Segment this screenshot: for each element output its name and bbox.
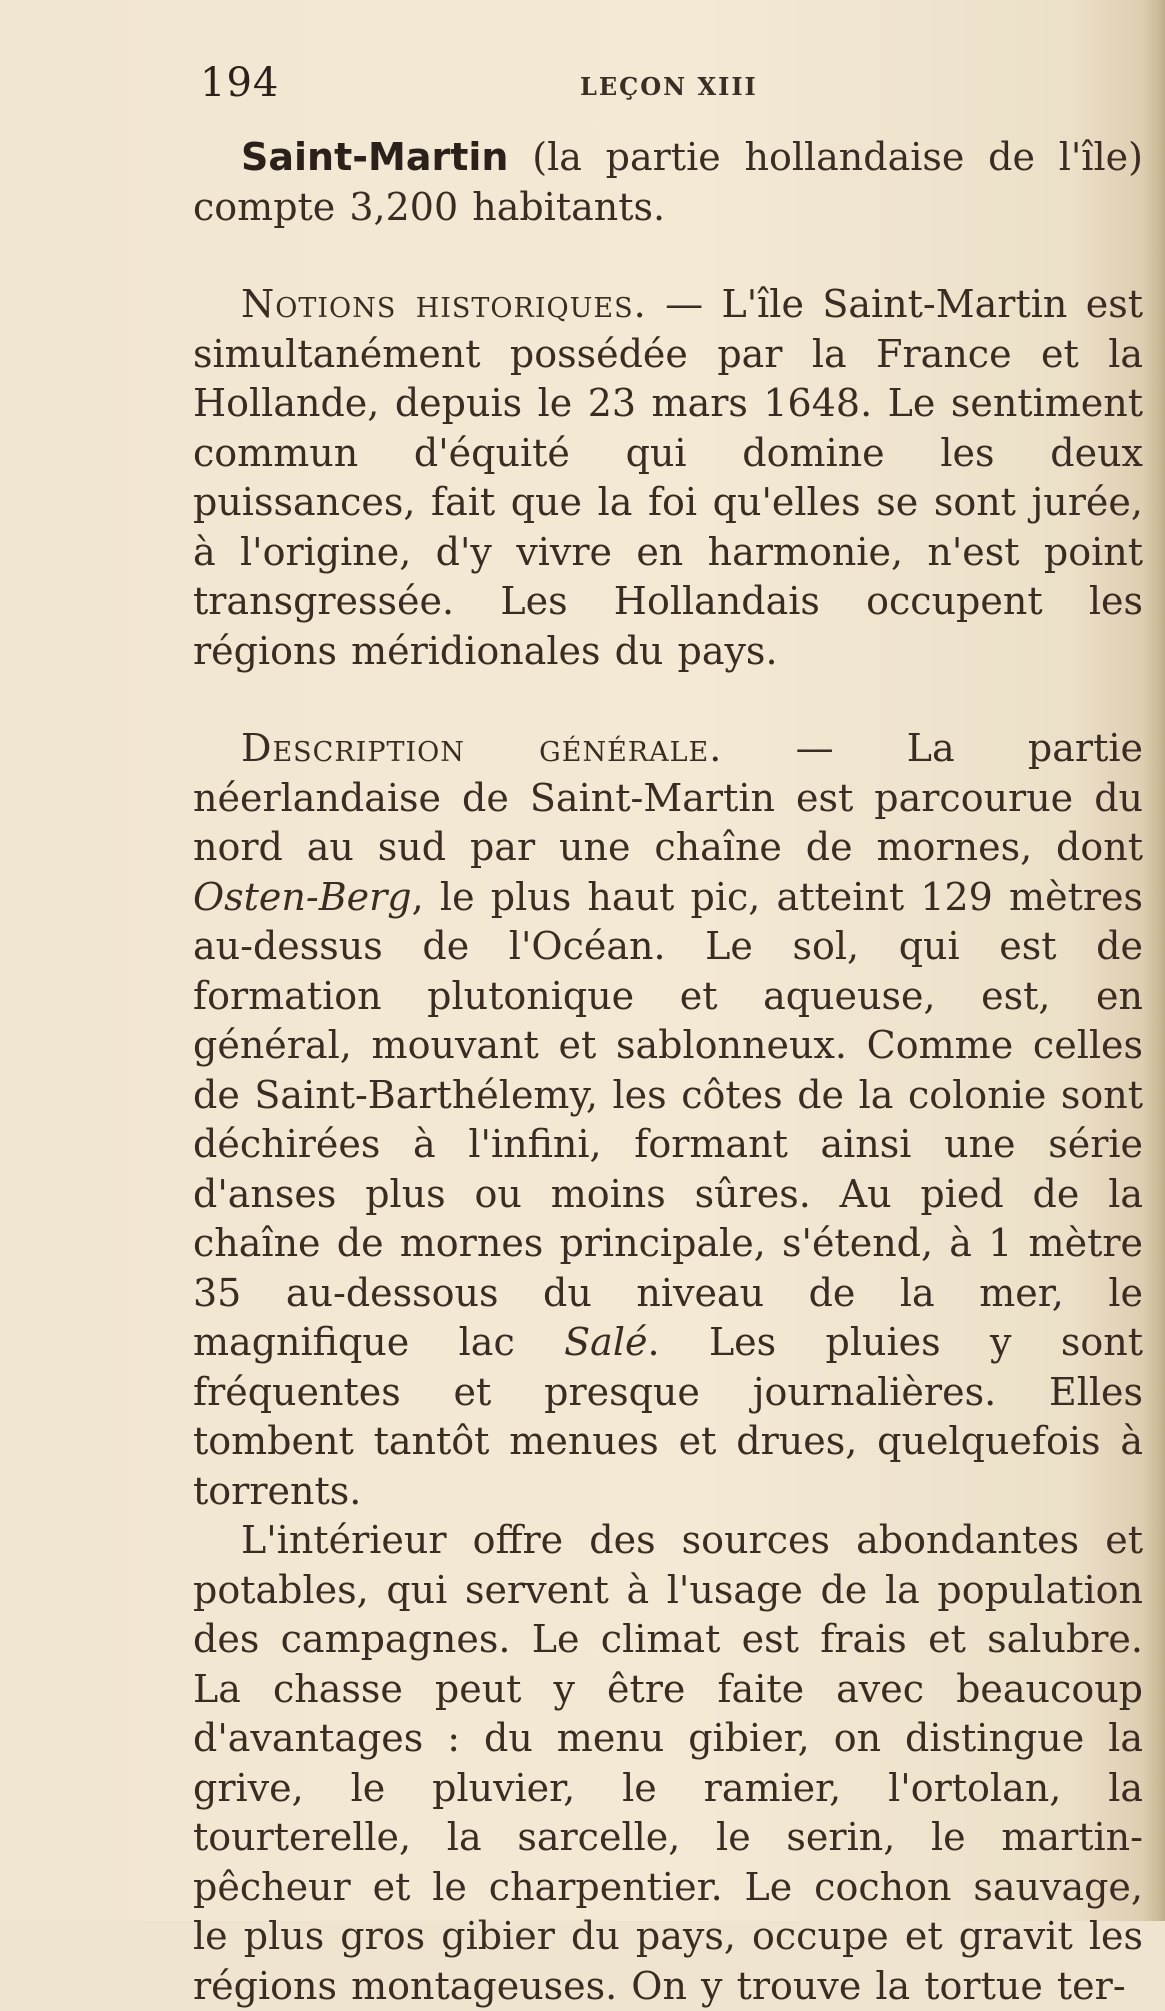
description-text-1: — La partie néerlandaise de Saint-Martin est parcourue du nord au sud par une chaîne de mornes, dont bbox=[193, 726, 1143, 869]
peak-name: Osten-Berg bbox=[193, 874, 412, 919]
interior-text: L'intérieur offre des sources abondantes et potables, qui servent à l'usage de la population des campagnes. Le climat est frais et salubre. La chasse peut y être faite avec beaucoup d'avantages : du menu gibier, on distingue la grive, le pluvier, le ramier, l'ortolan, la tourterelle, la sarcelle, le serin, le martin-pêcheur et le charpentier. Le cochon sauvage, le plus gros gibier du pays, occupe et gravit les régions montageuses. On y trouve la tortue ter- bbox=[193, 1518, 1143, 2008]
section-gap bbox=[193, 676, 1143, 724]
place-name: Saint-Martin bbox=[241, 135, 509, 179]
interior-paragraph bbox=[193, 1516, 1143, 2011]
lake-name: Salé bbox=[564, 1320, 648, 1364]
description-paragraph bbox=[193, 724, 1143, 1516]
section-gap bbox=[193, 232, 1143, 280]
historical-heading: Notions historiques. bbox=[241, 282, 647, 326]
intro-text: (la partie hollandaise de l'île) compte 3,200 habitants. bbox=[193, 135, 1143, 229]
page-number: 194 bbox=[200, 60, 280, 106]
page-body bbox=[193, 133, 1143, 2011]
page-edge-shadow bbox=[1143, 0, 1165, 1921]
running-head: LEÇON XIII bbox=[580, 72, 758, 101]
description-heading: Description générale. bbox=[241, 726, 723, 770]
page-header bbox=[200, 60, 1140, 120]
description-text-2: , le plus haut pic, atteint 129 mètres au-dessus de l'Océan. Le sol, qui est de formation plutonique et aqueuse, est, en général, mouvant et sablonneux. Comme celles de Saint-Barthélemy, les côtes de la colonie sont déchirées à l'infini, formant ainsi une série d'anses plus ou moins sûres. Au pied de la chaîne de mornes principale, s'étend, à 1 mètre 35 au-dessous du niveau de la mer, le magnifique lac bbox=[193, 874, 1143, 1364]
historical-text: — L'île Saint-Martin est simultanément possédée par la France et la Hollande, depuis le 23 mars 1648. Le sentiment commun d'équité qui domine les deux puissances, fait que la foi qu'elles se sont jurée, à l'origine, d'y vivre en harmonie, n'est point transgressée. Les Hollandais occupent les régions méridionales du pays. bbox=[193, 282, 1143, 673]
description-text-3: . Les pluies y sont fréquentes et presque journalières. Elles tombent tantôt menues et drues, quelquefois à torrents. bbox=[193, 1320, 1143, 1513]
historical-paragraph bbox=[193, 280, 1143, 676]
intro-paragraph bbox=[193, 133, 1143, 232]
